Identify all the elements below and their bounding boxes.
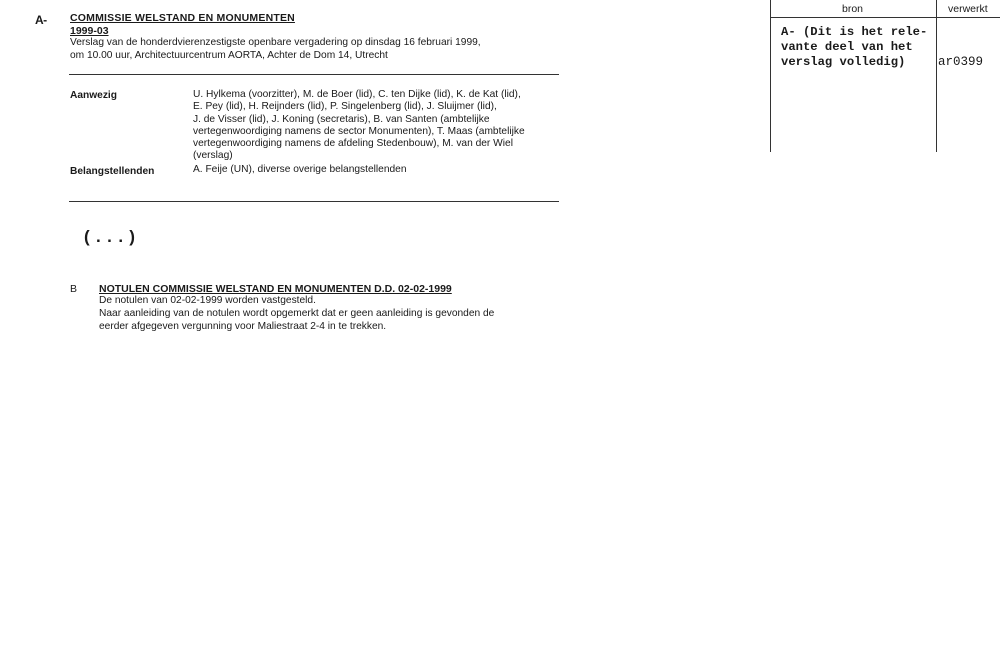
source-note: A- (Dit is het rele- vante deel van het verslag volledig): [781, 25, 928, 69]
divider: [69, 74, 559, 75]
section-b-letter: B: [70, 283, 78, 295]
header-verwerkt: verwerkt: [948, 3, 988, 15]
section-b-title: NOTULEN COMMISSIE WELSTAND EN MONUMENTEN D.D. 02-02-1999: [99, 283, 452, 295]
meeting-number: 1999-03: [70, 25, 109, 37]
header-bron: bron: [842, 3, 864, 15]
present-label: Aanwezig: [70, 90, 117, 101]
document-title: COMMISSIE WELSTAND EN MONUMENTEN: [70, 12, 295, 24]
stakeholders-value: A. Feije (UN), diverse overige belangstellenden: [193, 164, 407, 175]
present-line: E. Pey (lid), H. Reijnders (lid), P. Singelenberg (lid), J. Sluijmer (lid),: [193, 101, 497, 113]
omission-marker: (...): [82, 229, 139, 248]
table-column-divider: [936, 0, 937, 152]
report-line: Verslag van de honderdvierenzestigste openbare vergadering op dinsdag 16 februari 1999,: [70, 37, 481, 48]
divider: [69, 201, 559, 202]
present-line: U. Hylkema (voorzitter), M. de Boer (lid), C. ten Dijke (lid), K. de Kat (lid),: [193, 89, 521, 100]
processed-code: ar0399: [938, 55, 984, 69]
present-line: vertegenwoordiging namens de afdeling Stedenbouw), M. van der Wiel: [193, 138, 513, 150]
present-line: J. de Visser (lid), J. Koning (secretaris), B. van Santen (ambtelijke: [193, 113, 490, 125]
section-b-line: eerder afgegeven vergunning voor Maliestraat 2-4 in te trekken.: [99, 321, 387, 332]
present-line: vertegenwoordiging namens de sector Monumenten), T. Maas (ambtelijke: [193, 125, 525, 137]
table-header-rule: [770, 17, 1000, 18]
section-b-line: De notulen van 02-02-1999 worden vastgesteld.: [99, 295, 316, 306]
section-b-line: Naar aanleiding van de notulen wordt opgemerkt dat er geen aanleiding is gevonden de: [99, 308, 495, 319]
table-left-border: [770, 0, 771, 152]
stakeholders-label: Belangstellenden: [70, 166, 155, 177]
section-a-marker: A-: [35, 13, 47, 27]
present-line: (verslag): [193, 150, 233, 162]
present-list: [193, 89, 563, 163]
report-line: om 10.00 uur, Architectuurcentrum AORTA, Achter de Dom 14, Utrecht: [70, 50, 388, 61]
